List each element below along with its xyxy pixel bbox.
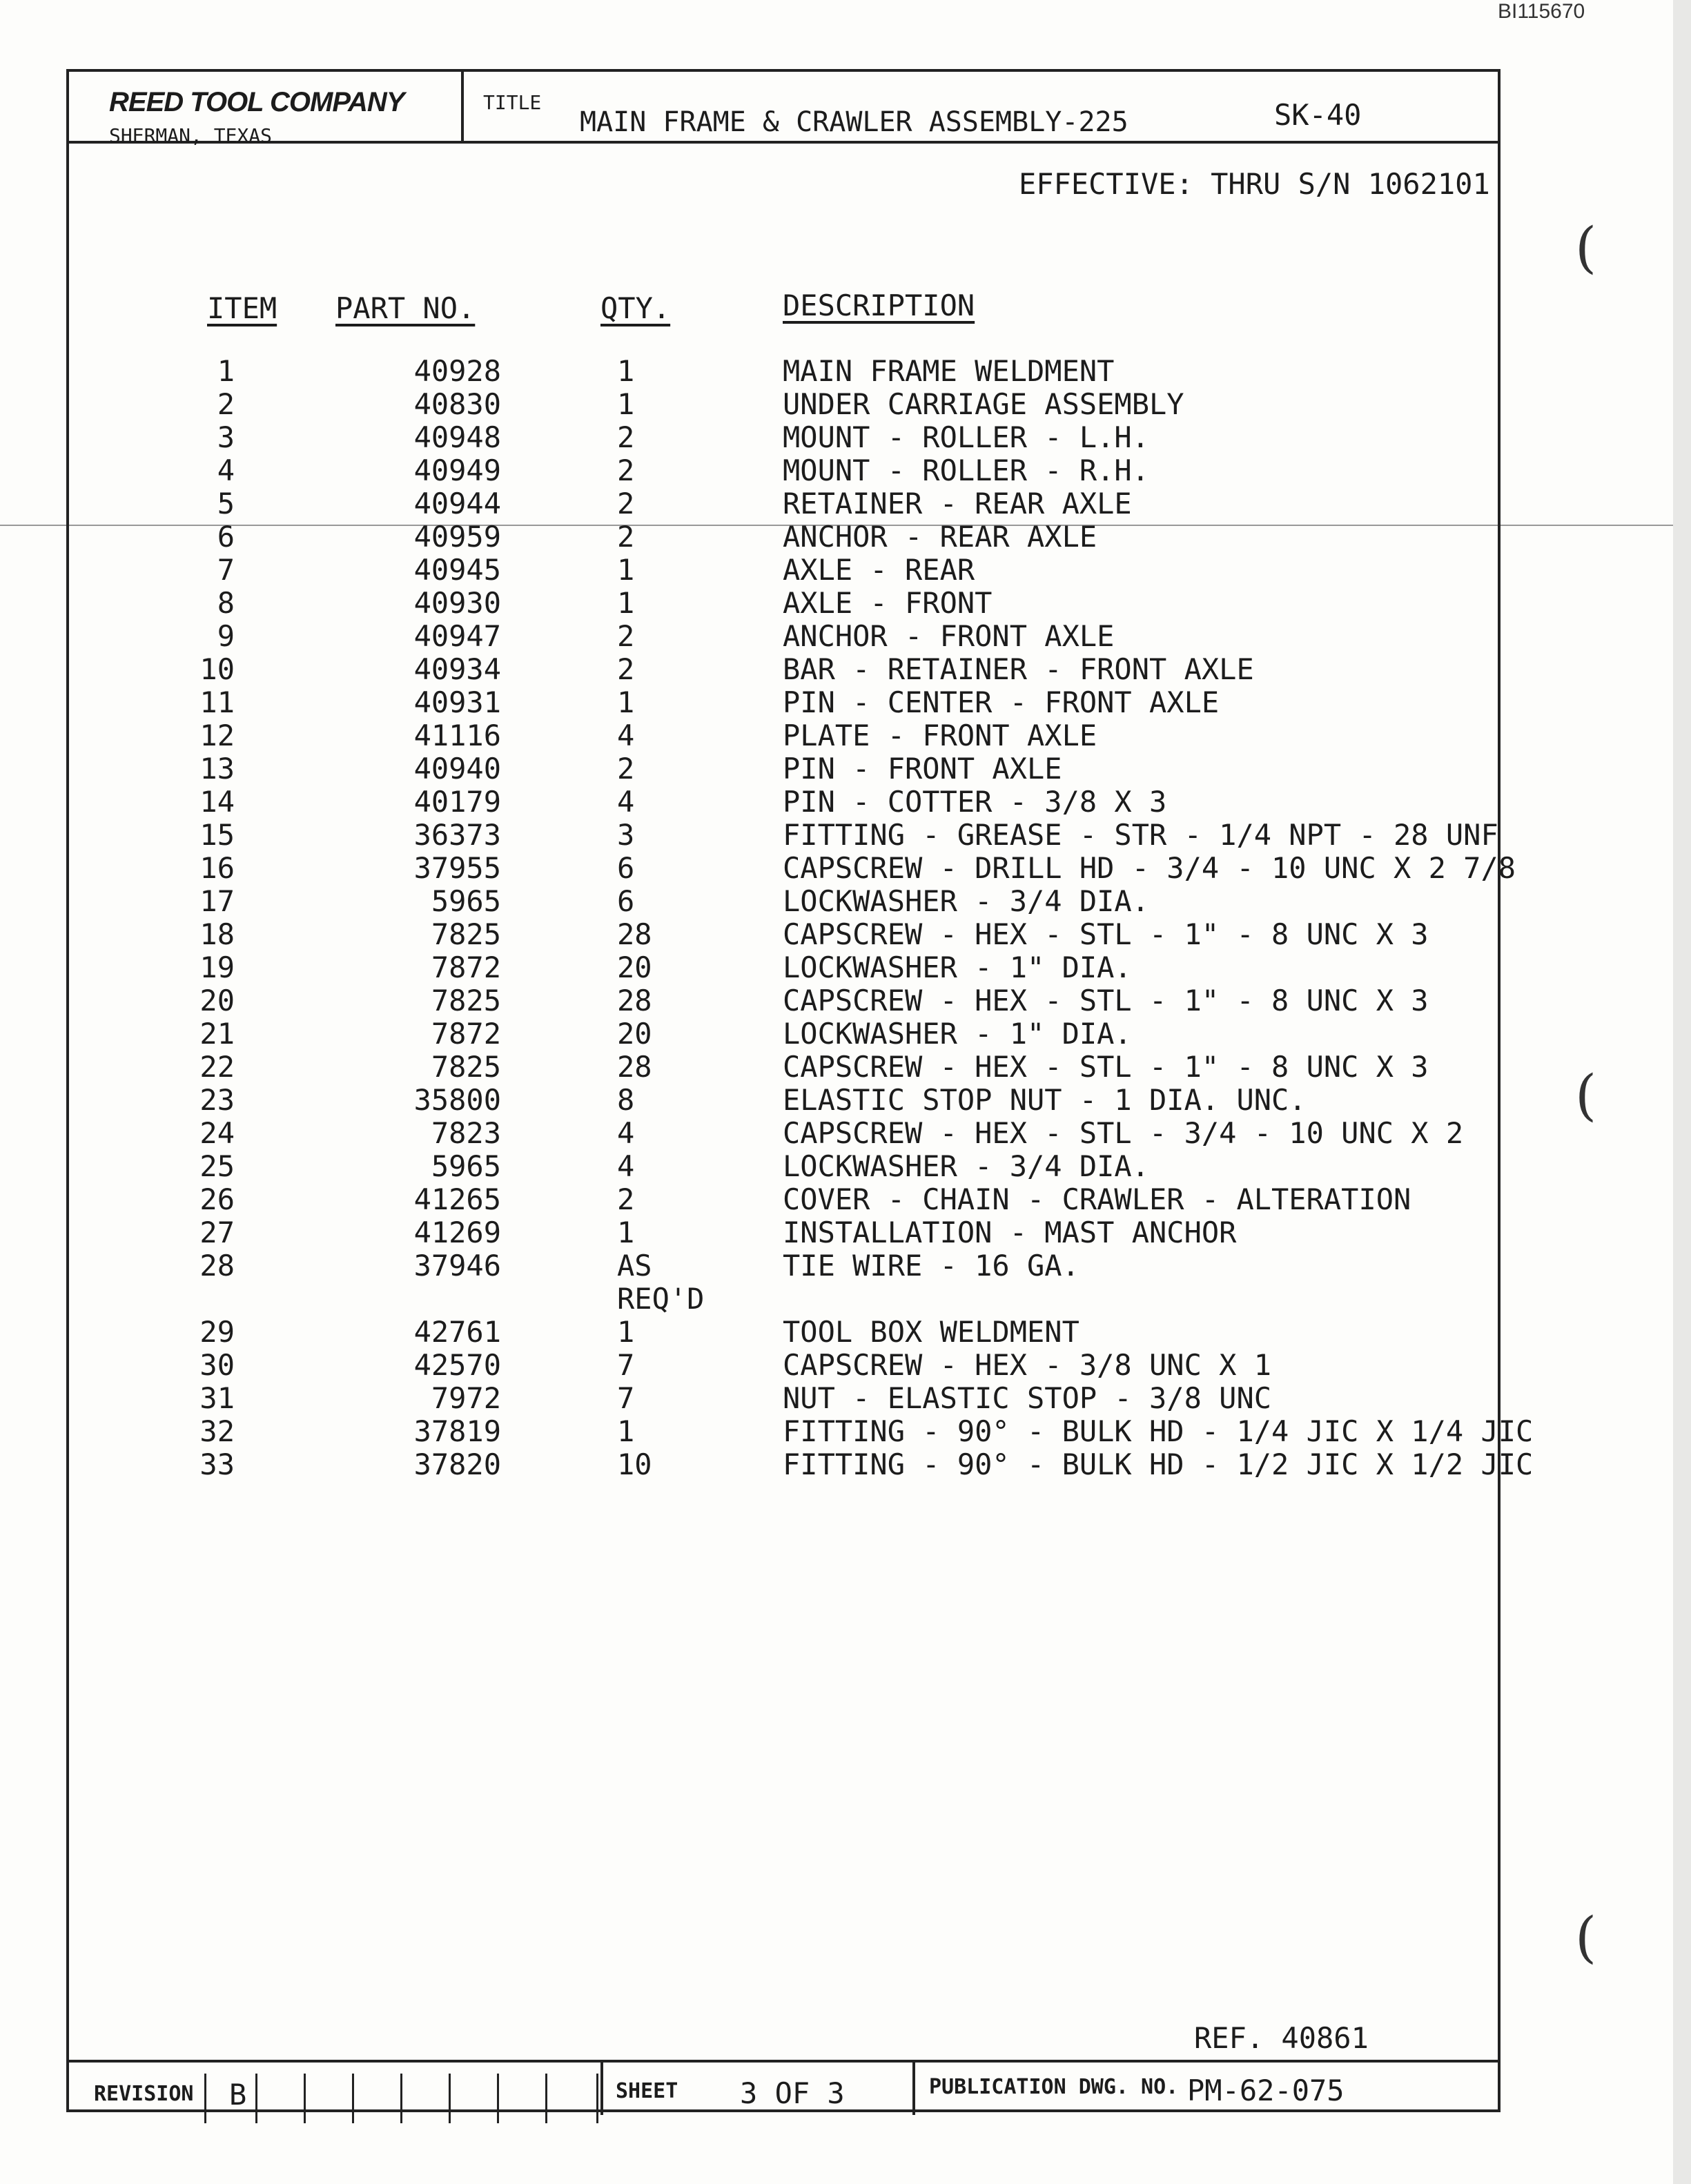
part-description: FITTING - GREASE - STR - 1/4 NPT - 28 UNF	[783, 818, 1498, 852]
part-description: CAPSCREW - HEX - STL - 3/4 - 10 UNC X 2	[783, 1116, 1464, 1150]
part-qty: 28	[617, 1050, 652, 1084]
part-description: ANCHOR - FRONT AXLE	[783, 619, 1115, 653]
table-row	[69, 454, 1498, 487]
publication-number: PM-62-075	[1187, 2074, 1345, 2107]
part-item: 5	[217, 487, 235, 520]
part-item: 14	[199, 785, 235, 819]
part-description: MOUNT - ROLLER - R.H.	[783, 454, 1150, 487]
table-row	[69, 1117, 1498, 1150]
table-row	[69, 1249, 1498, 1283]
part-number: 41116	[413, 719, 501, 752]
part-number: 40934	[413, 652, 501, 686]
part-description: RETAINER - REAR AXLE	[783, 487, 1132, 520]
table-row	[69, 819, 1498, 852]
part-number: 40947	[413, 619, 501, 653]
table-row	[69, 719, 1498, 752]
table-row	[69, 520, 1498, 554]
scanner-edge	[1673, 0, 1691, 2184]
part-number: 40959	[413, 520, 501, 554]
part-number: 5965	[431, 1149, 501, 1183]
part-item: 6	[217, 520, 235, 554]
drawing-frame	[66, 69, 1534, 2112]
table-row	[69, 1414, 1534, 1448]
part-qty: REQ'D	[617, 1282, 705, 1316]
part-item: 10	[199, 652, 235, 686]
part-description: TIE WIRE - 16 GA.	[783, 1249, 1079, 1283]
part-qty: 20	[617, 1017, 652, 1051]
company-name: REED TOOL COMPANY	[109, 87, 404, 117]
part-number: 35800	[413, 1083, 501, 1117]
revision-box-8	[545, 2074, 547, 2123]
part-description: CAPSCREW - HEX - STL - 1" - 8 UNC X 3	[783, 984, 1429, 1017]
part-description: CAPSCREW - HEX - 3/8 UNC X 1	[783, 1348, 1272, 1382]
part-description: AXLE - FRONT	[783, 586, 993, 620]
part-description: CAPSCREW - HEX - STL - 1" - 8 UNC X 3	[783, 917, 1429, 951]
table-row	[69, 1447, 1534, 1481]
part-number: 7825	[431, 917, 501, 951]
part-number: 7972	[431, 1381, 501, 1415]
table-row	[69, 951, 1498, 984]
header-divider	[69, 141, 1498, 144]
sheet-value: 3 OF 3	[740, 2076, 845, 2110]
revision-box-2	[255, 2074, 257, 2123]
part-description: MOUNT - ROLLER - L.H.	[783, 420, 1150, 454]
table-row	[69, 686, 1498, 719]
part-number: 42570	[413, 1348, 501, 1382]
part-qty: 2	[617, 752, 635, 786]
table-row	[69, 587, 1498, 620]
part-number: 37820	[413, 1447, 501, 1481]
table-row	[69, 1051, 1498, 1084]
footer-divider	[69, 2060, 1498, 2063]
part-qty: 20	[617, 950, 652, 984]
revision-value: B	[229, 2078, 247, 2112]
part-number: 40928	[413, 354, 501, 388]
part-description: FITTING - 90° - BULK HD - 1/4 JIC X 1/4 JIC	[783, 1414, 1534, 1448]
part-item: 8	[217, 586, 235, 620]
company-location: SHERMAN, TEXAS	[109, 124, 273, 147]
part-item: 4	[217, 454, 235, 487]
title-label: TITLE	[483, 91, 542, 114]
part-item: 33	[199, 1447, 235, 1481]
part-item: 29	[199, 1315, 235, 1349]
part-number: 7872	[431, 950, 501, 984]
part-item: 21	[199, 1017, 235, 1051]
revision-box-1	[204, 2074, 206, 2123]
part-number: 7825	[431, 1050, 501, 1084]
part-item: 24	[199, 1116, 235, 1150]
part-number: 7872	[431, 1017, 501, 1051]
part-description: PIN - FRONT AXLE	[783, 752, 1062, 786]
part-item: 31	[199, 1381, 235, 1415]
part-qty: 2	[617, 520, 635, 554]
part-qty: 1	[617, 1216, 635, 1249]
binder-hole-mark-top: (	[1575, 215, 1597, 280]
reference-number: REF. 40861	[1194, 2021, 1369, 2055]
part-qty: 1	[617, 1414, 635, 1448]
part-number: 41269	[413, 1216, 501, 1249]
part-qty: AS	[617, 1249, 652, 1283]
part-description: LOCKWASHER - 1" DIA.	[783, 1017, 1132, 1051]
revision-box-6	[449, 2074, 451, 2123]
part-item: 30	[199, 1348, 235, 1382]
part-description: LOCKWASHER - 3/4 DIA.	[783, 1149, 1150, 1183]
effective-note: EFFECTIVE: THRU S/N 1062101	[1019, 167, 1490, 201]
sheet-divider	[600, 2060, 603, 2115]
part-qty: 2	[617, 454, 635, 487]
part-item: 18	[199, 917, 235, 951]
table-row	[69, 1084, 1498, 1117]
part-qty: 7	[617, 1381, 635, 1415]
revision-box-9	[596, 2074, 598, 2123]
part-description: TOOL BOX WELDMENT	[783, 1315, 1079, 1349]
part-qty: 4	[617, 1116, 635, 1150]
part-qty: 1	[617, 1315, 635, 1349]
part-item: 15	[199, 818, 235, 852]
table-row	[69, 1316, 1498, 1349]
part-qty: 2	[617, 652, 635, 686]
part-number: 40830	[413, 387, 501, 421]
part-number: 37955	[413, 851, 501, 885]
table-row	[69, 1349, 1498, 1382]
part-number: 37946	[413, 1249, 501, 1283]
part-description: PIN - CENTER - FRONT AXLE	[783, 685, 1220, 719]
table-row	[69, 1183, 1498, 1216]
part-description: NUT - ELASTIC STOP - 3/8 UNC	[783, 1381, 1272, 1415]
part-description: MAIN FRAME WELDMENT	[783, 354, 1115, 388]
part-qty: 7	[617, 1348, 635, 1382]
part-number: 7825	[431, 984, 501, 1017]
part-description: CAPSCREW - DRILL HD - 3/4 - 10 UNC X 2 7/8	[783, 851, 1516, 885]
part-description: AXLE - REAR	[783, 553, 975, 587]
revision-box-3	[304, 2074, 306, 2123]
table-row	[69, 388, 1498, 421]
part-item: 32	[199, 1414, 235, 1448]
table-row	[69, 421, 1498, 454]
title-block-divider	[461, 72, 464, 141]
part-description: PLATE - FRONT AXLE	[783, 719, 1097, 752]
part-description: ANCHOR - REAR AXLE	[783, 520, 1097, 554]
part-number: 5965	[431, 884, 501, 918]
part-qty: 6	[617, 884, 635, 918]
part-number: 40949	[413, 454, 501, 487]
part-item: 3	[217, 420, 235, 454]
column-header-part-no: PART NO.	[335, 291, 476, 325]
part-qty: 4	[617, 785, 635, 819]
part-item: 23	[199, 1083, 235, 1117]
column-header-qty: QTY.	[600, 291, 671, 325]
table-row	[69, 554, 1498, 587]
column-header-item: ITEM	[207, 291, 277, 325]
part-number: 36373	[413, 818, 501, 852]
part-description: LOCKWASHER - 3/4 DIA.	[783, 884, 1150, 918]
part-item: 13	[199, 752, 235, 786]
part-qty: 2	[617, 1182, 635, 1216]
binder-hole-mark-bottom: (	[1575, 1905, 1597, 1969]
part-number: 40945	[413, 553, 501, 587]
part-item: 19	[199, 950, 235, 984]
revision-box-4	[352, 2074, 354, 2123]
revision-box-7	[497, 2074, 499, 2123]
part-item: 9	[217, 619, 235, 653]
part-number: 40179	[413, 785, 501, 819]
part-item: 2	[217, 387, 235, 421]
part-qty: 1	[617, 685, 635, 719]
binder-hole-mark-middle: (	[1575, 1063, 1597, 1127]
part-description: PIN - COTTER - 3/8 X 3	[783, 785, 1167, 819]
part-description: FITTING - 90° - BULK HD - 1/2 JIC X 1/2 JIC	[783, 1447, 1534, 1481]
sheet-code: SK-40	[1274, 98, 1362, 132]
drawing-title: MAIN FRAME & CRAWLER ASSEMBLY-225	[580, 106, 1128, 138]
part-item: 22	[199, 1050, 235, 1084]
table-row	[69, 487, 1498, 520]
part-item: 16	[199, 851, 235, 885]
part-item: 12	[199, 719, 235, 752]
part-number: 40944	[413, 487, 501, 520]
part-qty: 6	[617, 851, 635, 885]
table-row	[69, 1150, 1498, 1183]
table-row	[69, 786, 1498, 819]
part-number: 37819	[413, 1414, 501, 1448]
part-qty: 2	[617, 420, 635, 454]
part-item: 25	[199, 1149, 235, 1183]
part-qty: 3	[617, 818, 635, 852]
publication-divider	[912, 2060, 915, 2115]
part-description: BAR - RETAINER - FRONT AXLE	[783, 652, 1254, 686]
part-qty: 10	[617, 1447, 652, 1481]
sheet-label: SHEET	[616, 2079, 678, 2103]
table-row	[69, 752, 1498, 786]
part-description: COVER - CHAIN - CRAWLER - ALTERATION	[783, 1182, 1411, 1216]
column-header-description: DESCRIPTION	[783, 289, 975, 322]
part-description: CAPSCREW - HEX - STL - 1" - 8 UNC X 3	[783, 1050, 1429, 1084]
table-row	[69, 1382, 1498, 1415]
revision-label: REVISION	[94, 2082, 194, 2106]
table-row	[69, 653, 1498, 686]
table-row	[69, 355, 1498, 388]
part-item: 11	[199, 685, 235, 719]
part-qty: 28	[617, 917, 652, 951]
part-qty: 1	[617, 553, 635, 587]
part-item: 7	[217, 553, 235, 587]
part-item: 1	[217, 354, 235, 388]
part-qty: 1	[617, 354, 635, 388]
part-description: LOCKWASHER - 1" DIA.	[783, 950, 1132, 984]
publication-label: PUBLICATION DWG. NO.	[929, 2075, 1179, 2099]
part-qty: 4	[617, 1149, 635, 1183]
table-row	[69, 851, 1516, 885]
table-row	[69, 984, 1498, 1017]
part-qty: 1	[617, 387, 635, 421]
part-qty: 8	[617, 1083, 635, 1117]
part-item: 28	[199, 1249, 235, 1283]
part-number: 40948	[413, 420, 501, 454]
part-number: 40930	[413, 586, 501, 620]
part-qty: 1	[617, 586, 635, 620]
part-description: INSTALLATION - MAST ANCHOR	[783, 1216, 1237, 1249]
part-number: 40940	[413, 752, 501, 786]
part-item: 17	[199, 884, 235, 918]
part-number: 7823	[431, 1116, 501, 1150]
part-item: 27	[199, 1216, 235, 1249]
part-qty: 2	[617, 487, 635, 520]
table-row	[69, 885, 1498, 918]
part-item: 26	[199, 1182, 235, 1216]
revision-box-5	[400, 2074, 402, 2123]
part-number: 42761	[413, 1315, 501, 1349]
part-description: ELASTIC STOP NUT - 1 DIA. UNC.	[783, 1083, 1307, 1117]
part-description: UNDER CARRIAGE ASSEMBLY	[783, 387, 1184, 421]
table-row	[69, 918, 1498, 951]
part-item: 20	[199, 984, 235, 1017]
part-number: 40931	[413, 685, 501, 719]
part-number: 41265	[413, 1182, 501, 1216]
table-row	[69, 620, 1498, 653]
part-qty: 2	[617, 619, 635, 653]
part-qty: 28	[617, 984, 652, 1017]
table-row	[69, 1283, 1498, 1316]
document-id: BI115670	[1498, 0, 1585, 23]
part-qty: 4	[617, 719, 635, 752]
table-row	[69, 1216, 1498, 1249]
table-row	[69, 1017, 1498, 1051]
